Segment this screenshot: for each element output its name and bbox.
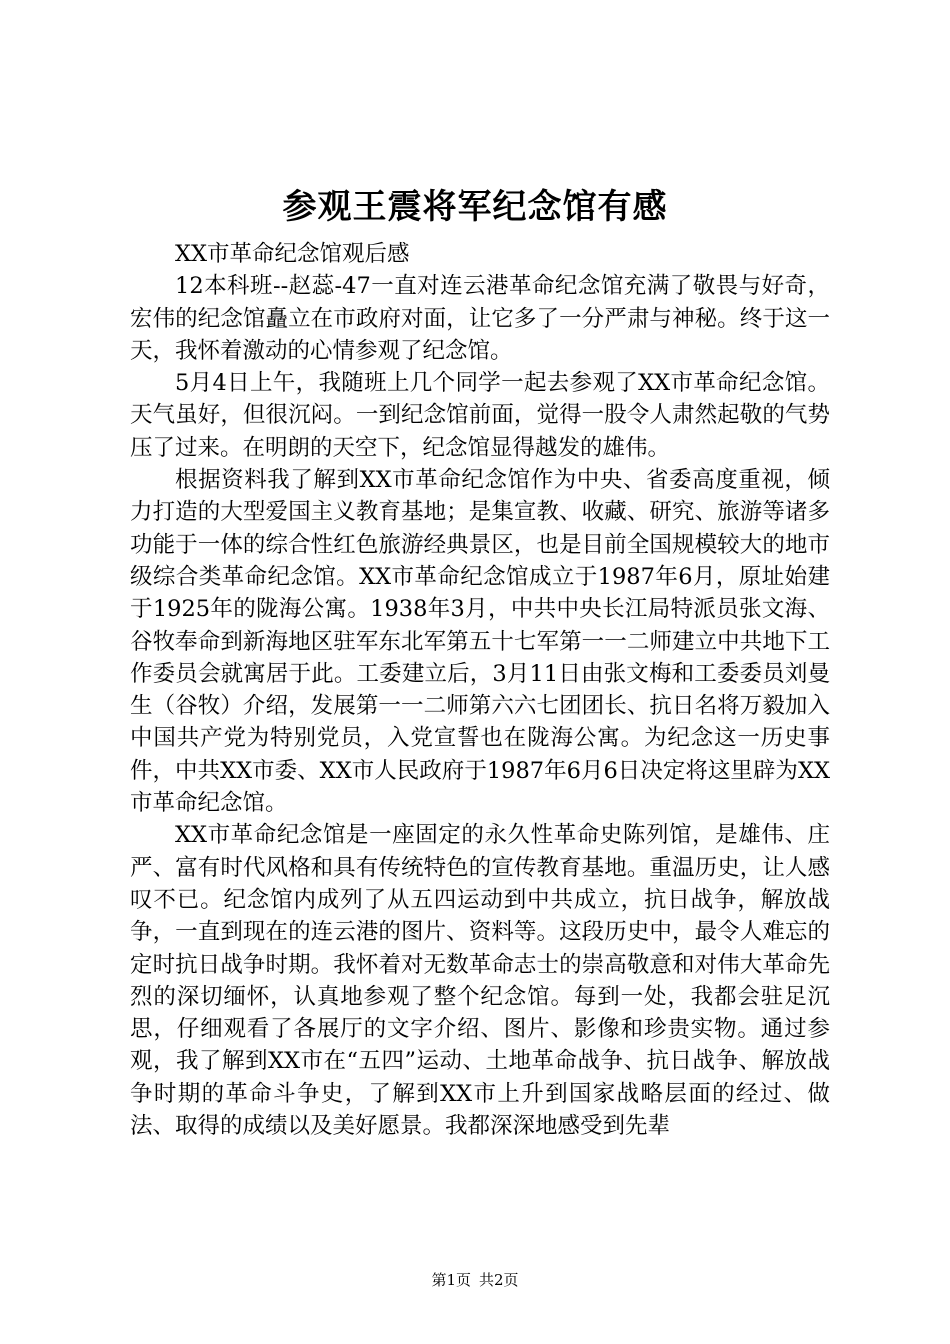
paragraph-visit: 5月4日上午，我随班上几个同学一起去参观了XX市革命纪念馆。天气虽好，但很沉闷。一到纪念馆前面，觉得一股令人肃然起敬的气势压了过来。在明朗的天空下，纪念馆显得越发的雄伟。 bbox=[130, 370, 830, 461]
page-number-total: 共2页 bbox=[479, 1271, 519, 1289]
page-number-current: 第1页 bbox=[431, 1271, 471, 1289]
document-title: 参观王震将军纪念馆有感 bbox=[282, 187, 668, 227]
paragraph-subtitle: XX市革命纪念馆观后感 bbox=[175, 241, 410, 267]
paragraph-exhibition: XX市革命纪念馆是一座固定的永久性革命史陈列馆，是雄伟、庄严、富有时代风格和具有传统特色的宣传教育基地。重温历史，让人感叹不已。纪念馆内成列了从五四运动到中共成立，抗日战争，解放战争，一直到现在的连云港的图片、资料等。这段历史中，最令人难忘的定时抗日战争时期。我怀着对无数革命志士的崇高敬意和对伟大革命先烈的深切缅怀，认真地参观了整个纪念馆。每到一处，我都会驻足沉思，仔细观看了各展厅的文字介绍、图片、影像和珍贵实物。通过参观，我了解到XX市在“五四”运动、土地革命战争、抗日战争、解放战争时期的革命斗争史，了解到XX市上升到国家战略层面的经过、做法、取得的成绩以及美好愿景。我都深深地感受到先辈 bbox=[130, 822, 830, 1140]
paragraph-history: 根据资料我了解到XX市革命纪念馆作为中央、省委高度重视，倾力打造的大型爱国主义教育基地；是集宣教、收藏、研究、旅游等诸多功能于一体的综合性红色旅游经典景区，也是目前全国规模较大的地市级综合类革命纪念馆。XX市革命纪念馆成立于1987年6月，原址始建于1925年的陇海公寓。1938年3月，中共中央长江局特派员张文海、谷牧奉命到新海地区驻军东北军第五十七军第一一二师建立中共地下工作委员会就寓居于此。工委建立后，3月11日由张文梅和工委委员刘曼生（谷牧）介绍，发展第一一二师第六六七团团长、抗日名将万毅加入中国共产党为特别党员，入党宣誓也在陇海公寓。为纪念这一历史事件，中共XX市委、XX市人民政府于1987年6月6日决定将这里辟为XX市革命纪念馆。 bbox=[130, 467, 830, 817]
paragraph-intro: 12本科班--赵蕊-47一直对连云港革命纪念馆充满了敬畏与好奇，宏伟的纪念馆矗立在市政府对面，让它多了一分严肃与神秘。终于这一天，我怀着激动的心情参观了纪念馆。 bbox=[130, 273, 830, 364]
document-body bbox=[130, 238, 830, 1142]
page-footer bbox=[0, 1270, 950, 1290]
